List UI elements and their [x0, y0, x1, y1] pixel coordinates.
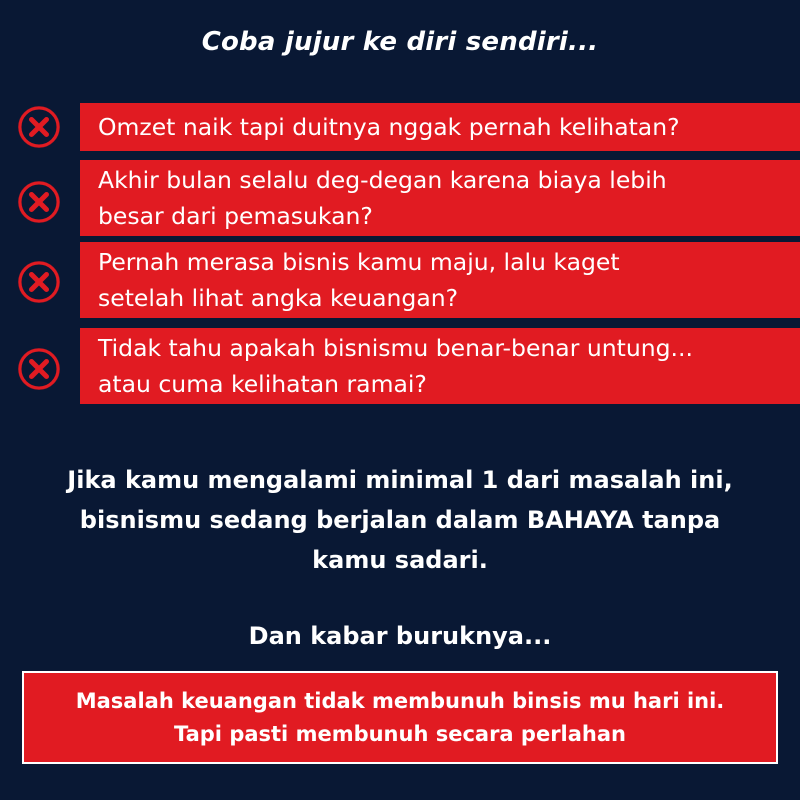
x-circle-icon [17, 260, 61, 304]
callout-box: Masalah keuangan tidak membunuh binsis mu hari ini. Tapi pasti membunuh secara perlahan [22, 671, 778, 764]
x-circle-icon [17, 347, 61, 391]
bad-news-heading: Dan kabar buruknya... [248, 622, 552, 650]
problem-text: Akhir bulan selalu deg-degan karena biaya lebih besar dari pemasukan? [80, 160, 800, 236]
warning-text: Jika kamu mengalami minimal 1 dari masalah ini, bisnismu sedang berjalan dalam BAHAYA tanpa kamu sadari. [67, 466, 733, 574]
page-title: Coba jujur ke diri sendiri... [201, 27, 599, 57]
problem-text: Pernah merasa bisnis kamu maju, lalu kaget setelah lihat angka keuangan? [80, 242, 800, 318]
x-circle-icon [17, 105, 61, 149]
x-circle-icon [17, 180, 61, 224]
problem-text: Tidak tahu apakah bisnismu benar-benar untung... atau cuma kelihatan ramai? [80, 328, 800, 404]
problem-text: Omzet naik tapi duitnya nggak pernah kelihatan? [80, 103, 800, 151]
